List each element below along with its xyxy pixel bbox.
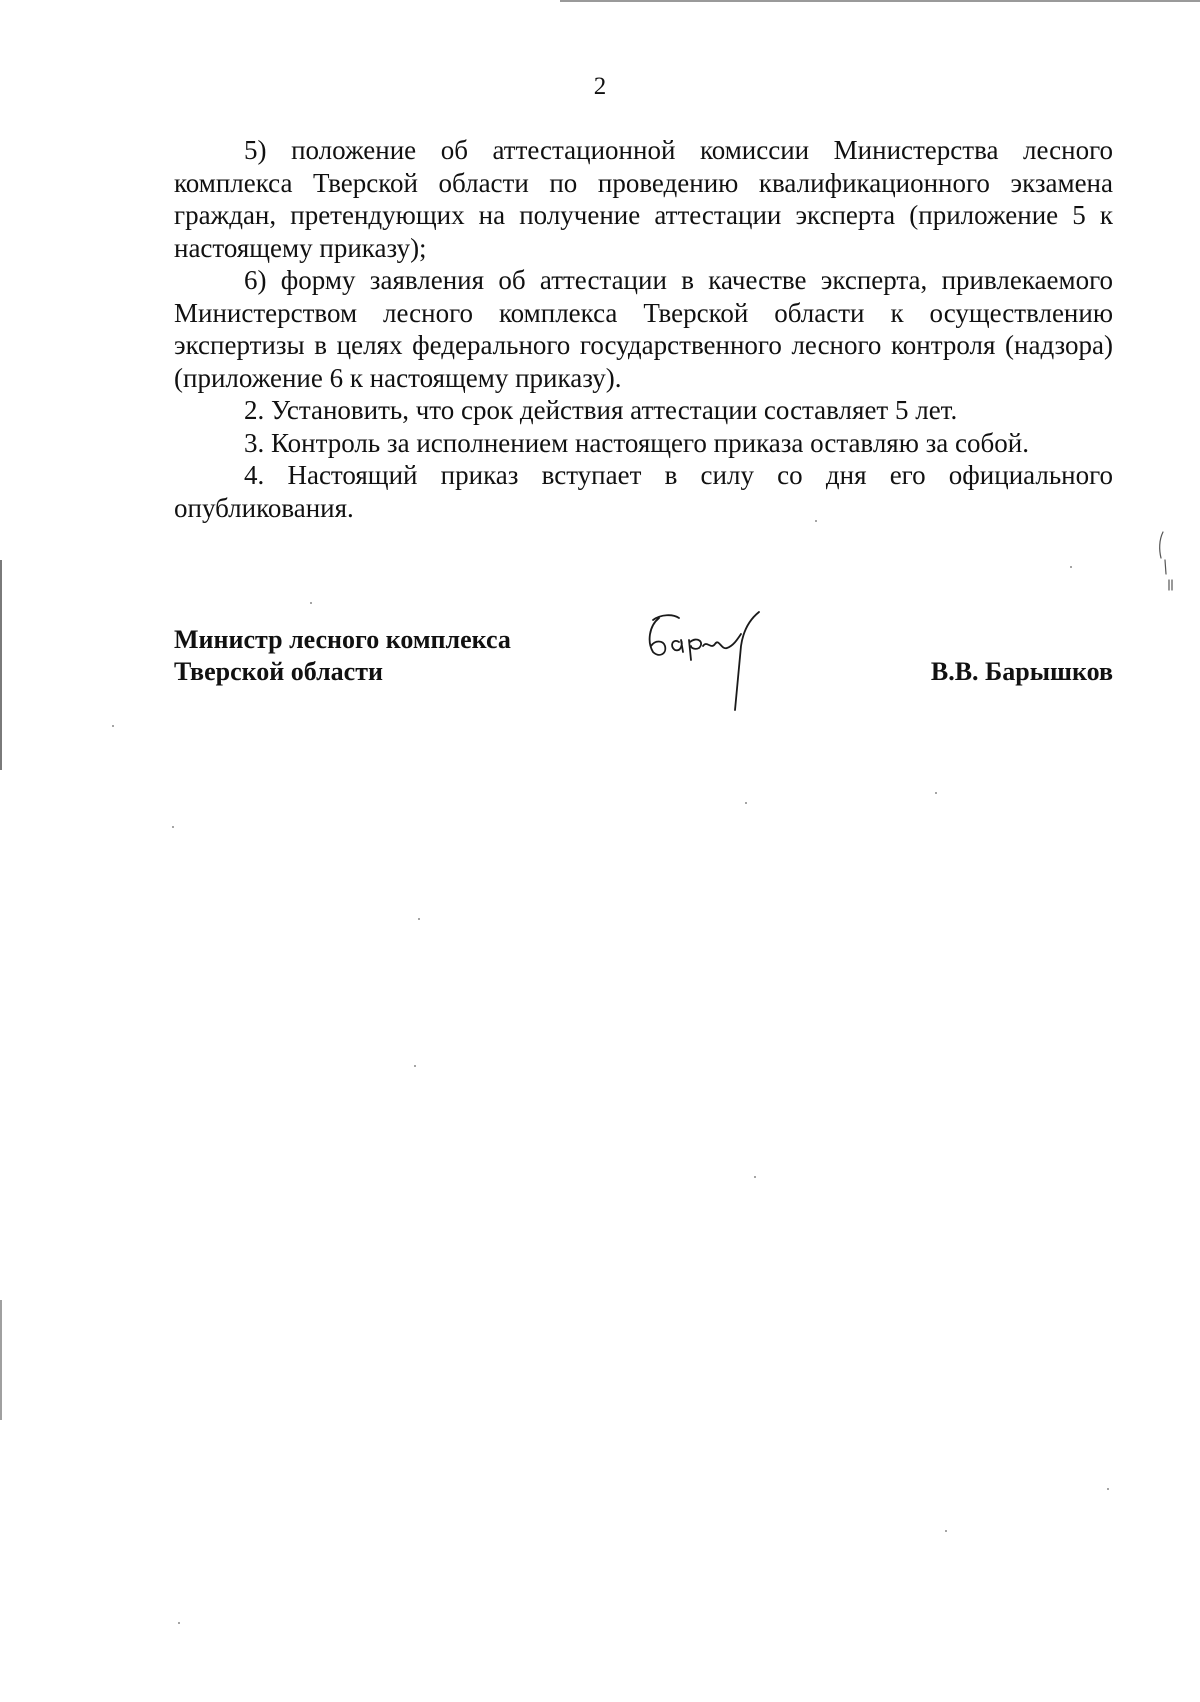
scan-speck (1070, 566, 1072, 568)
scan-speck (172, 826, 174, 828)
paragraph-clause-4: 4. Настоящий приказ вступает в силу со дня его официального опубликования. (174, 460, 1113, 523)
scan-speck (310, 602, 312, 604)
scan-speck (935, 792, 937, 794)
scan-speck (112, 725, 114, 727)
scan-speck (1107, 1488, 1109, 1490)
scan-speck (414, 1065, 416, 1067)
signer-name: В.В. Барышков (930, 657, 1113, 686)
handwritten-signature-icon (639, 610, 769, 720)
paragraph-clause-3: 3. Контроль за исполнением настоящего приказа оставляю за собой. (244, 427, 1029, 458)
scan-speck (418, 918, 420, 920)
scan-speck (178, 1622, 180, 1624)
scan-edge-left-lower (0, 1300, 2, 1420)
paragraph-item-6: 6) форму заявления об аттестации в качестве эксперта, привлекаемого Министерством лесного комплекса Тверской области к осуществлению экспертизы в целях федерального государственного лесного контроля (надзора) (приложение 6 к настоящему приказу). (174, 265, 1113, 393)
scan-edge-top (560, 0, 1200, 2)
scan-speck (745, 802, 747, 804)
scan-margin-mark (1155, 530, 1175, 600)
document-body (174, 134, 1113, 524)
signer-title-line-2: Тверской области (174, 657, 383, 686)
signer-title-line-1: Министр лесного комплекса (174, 625, 511, 654)
signature-block (174, 624, 1113, 734)
scan-speck (754, 1176, 756, 1178)
page-number: 2 (593, 73, 607, 100)
paragraph-item-5: 5) положение об аттестационной комиссии Министерства лесного комплекса Тверской области по проведению квалификационного экзамена граждан, претендующих на получение аттестации эксперта (приложение 5 к настоящему приказу); (174, 135, 1113, 263)
scan-speck (945, 1530, 947, 1532)
signer-title (174, 624, 511, 688)
scan-edge-left (0, 560, 2, 770)
paragraph-clause-2: 2. Установить, что срок действия аттестации составляет 5 лет. (244, 395, 958, 425)
